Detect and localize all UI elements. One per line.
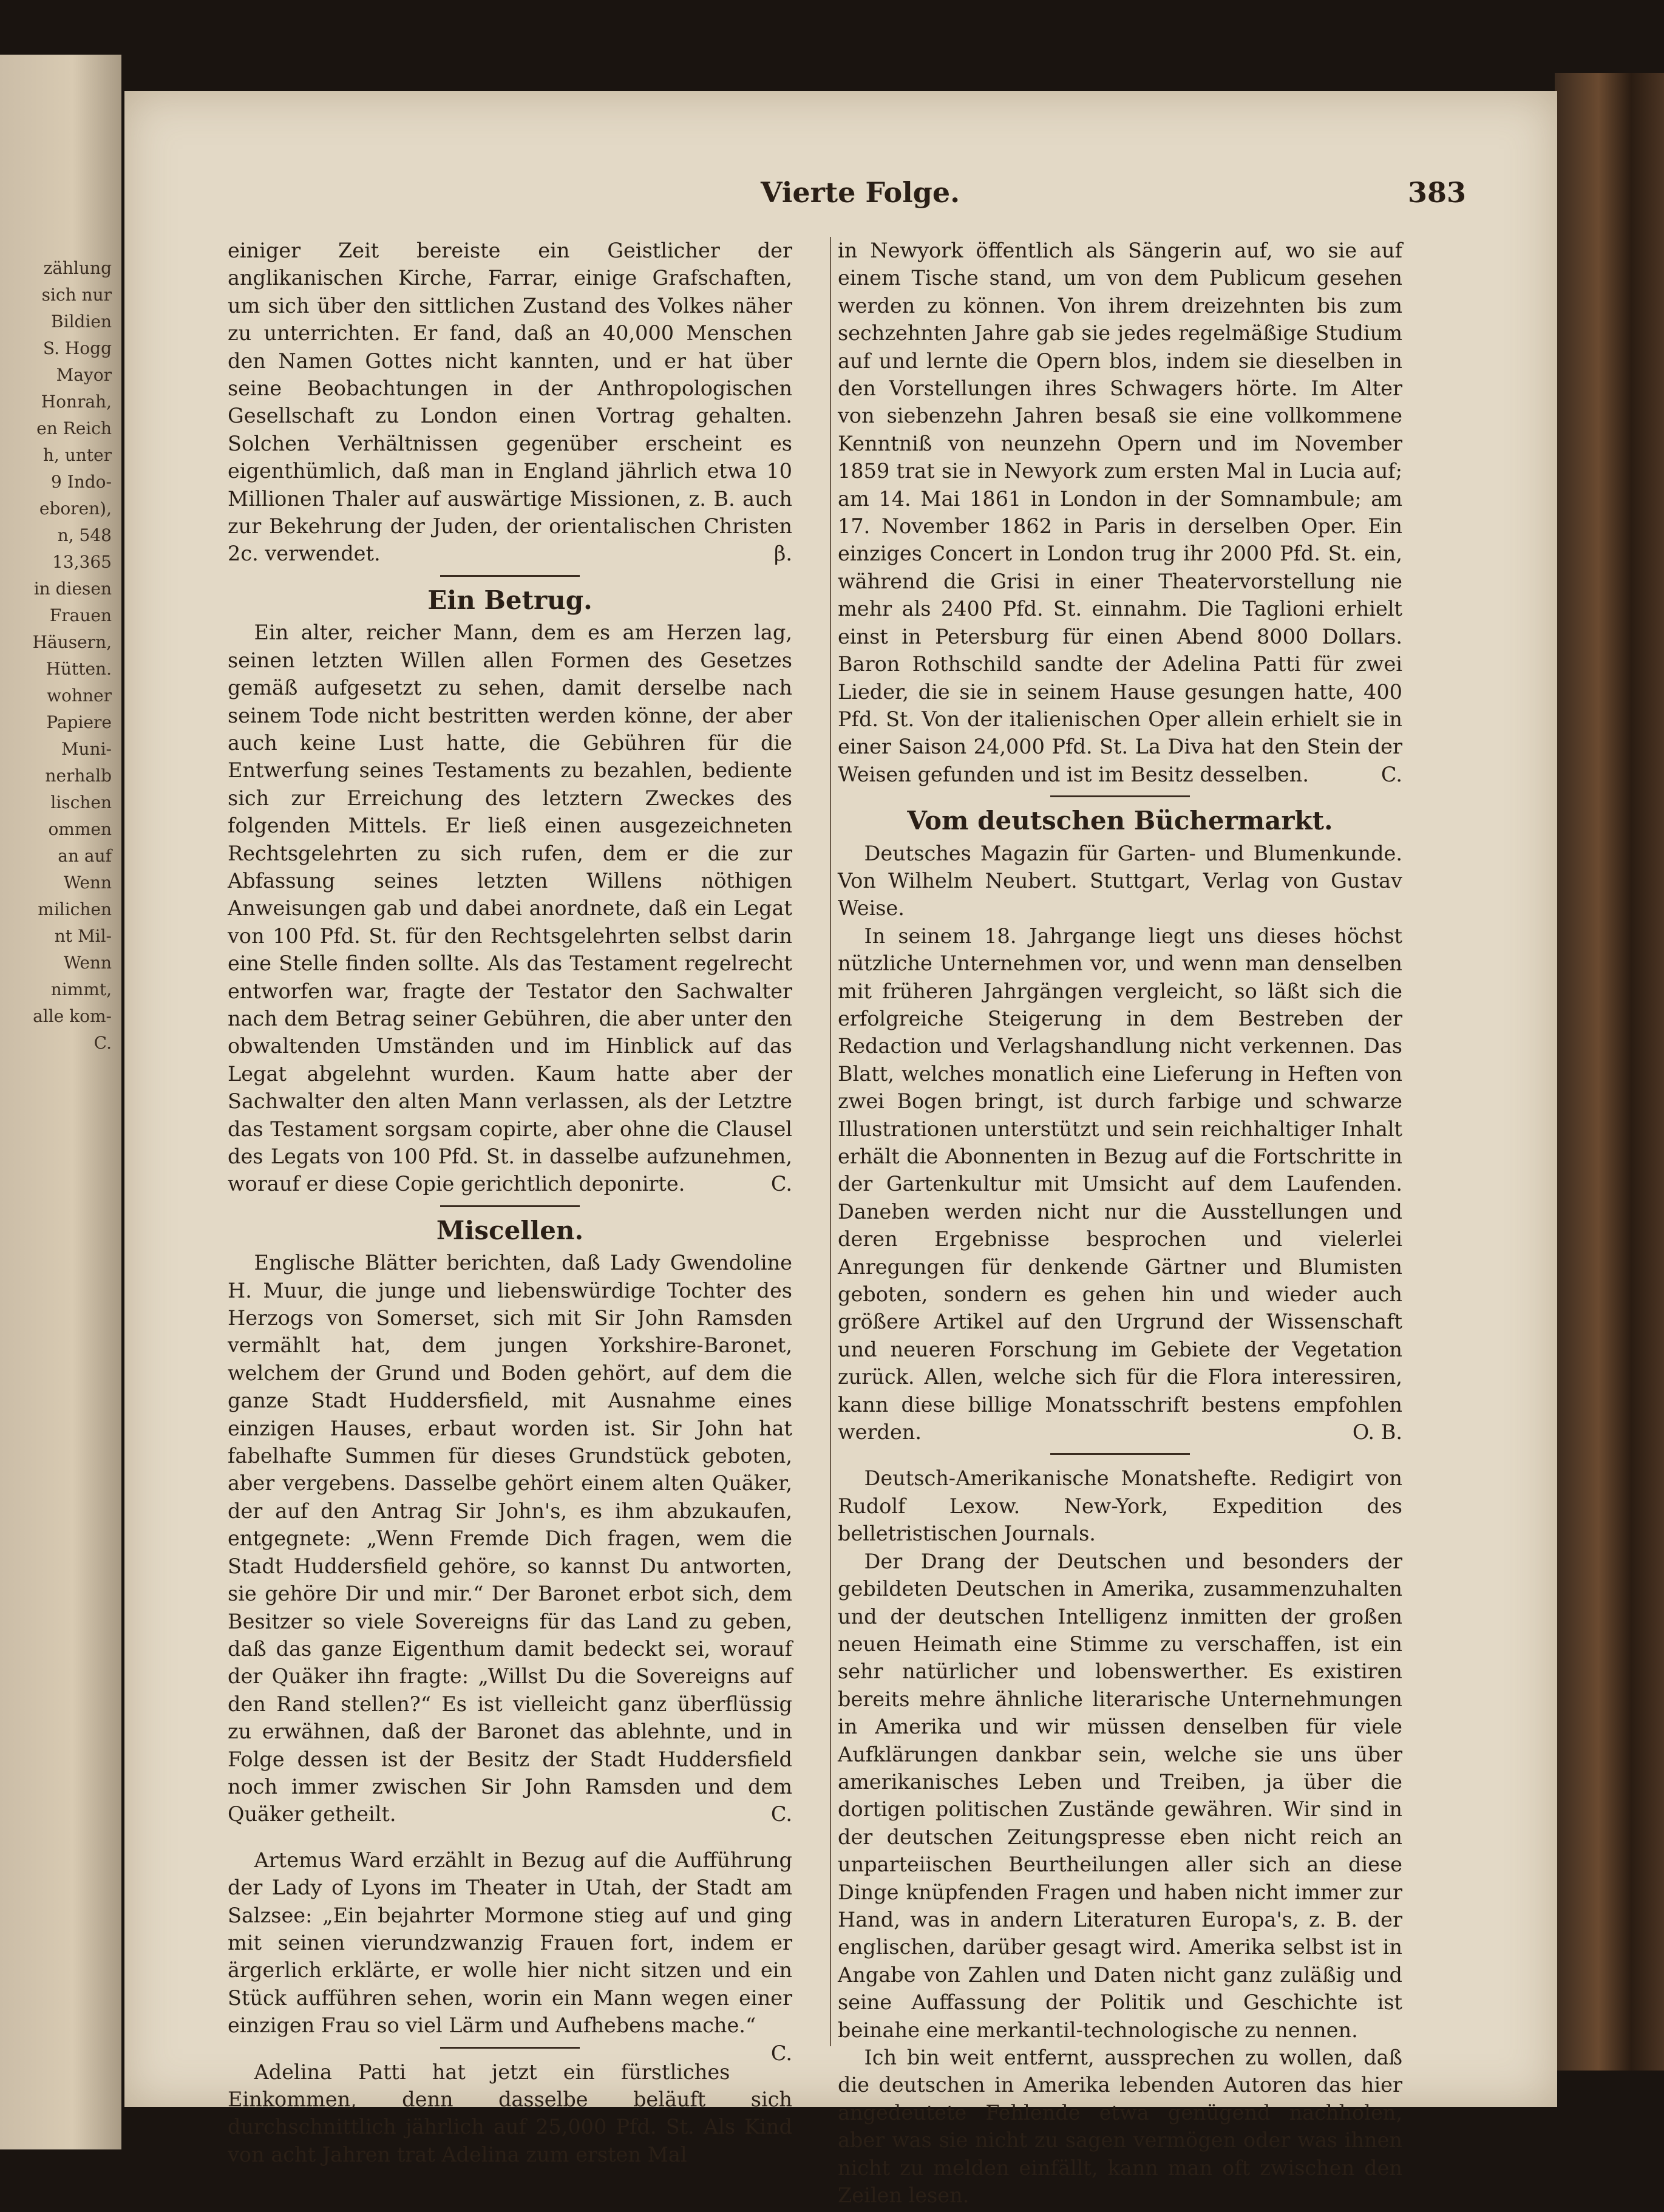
signature: β.	[773, 542, 792, 566]
page-383	[124, 91, 1557, 2208]
signature: C.	[770, 1172, 792, 1196]
heading-ein-betrug: Ein Betrug.	[427, 585, 593, 615]
signature: C.	[770, 2041, 792, 2065]
right-column	[838, 237, 1402, 2209]
paragraph-monatshefte-closing: Ich bin weit entfernt, aussprechen zu wollen, daß die deutschen in Amerika lebenden Autoren das hier angedeutete Fehlende etwa genügend nachholen, aber was sie nicht zu sagen vermögen oder was ihnen nicht zu melden einfällt, kann man oft zwischen den Zeilen lesen.	[838, 2046, 1402, 2208]
book-cover-edge	[1555, 73, 1664, 2071]
paragraph-betrug: Ein alter, reicher Mann, dem es am Herzen lag, seinen letzten Willen allen Formen des Gesetzes gemäß aufgesetzt zu sehen, damit derselbe nach seinem Tode nicht bestritten werden könne, der aber auch keine Lust hatte, die Gebühren für die Entwerfung seines Testaments zu bezahlen, bediente sich zur Erreichung des letztern Zweckes des folgenden Mittels. Er ließ einen ausgezeichneten Rechtsgelehrten zu sich rufen, dem er die zur Abfassung seines letzten Willens nöthigen Anweisungen gab und dabei anordnete, daß ein Legat von 100 Pfd. St. für den Rechtsgelehrten selbst darin eine Stelle finden sollte. Als das Testament regelrecht entworfen war, fragte der Testator den Sachwalter nach dem Betrag seiner Gebühren, die aber unter den obwaltenden Umständen und im Hinblick auf das Legat abgelehnt wurden. Kaum hatte aber der Sachwalter den alten Mann verlassen, als der Letztre das Testament sorgsam copirte, aber ohne die Clausel des Legats von 100 Pfd. St. in dasselbe aufzunehmen, worauf er diese Copie gerichtlich deponirte. C.	[228, 619, 792, 1198]
divider	[1050, 795, 1190, 797]
paragraph-artemus-ward: Artemus Ward erzählt in Bezug auf die Aufführung der Lady of Lyons im Theater in Utah, der Stadt am Salzsee: „Ein bejahrter Mormone stieg auf und ging mit seinen vierundzwanzig Frauen fort, indem er ärgerlich erklärte, er wolle hier nicht sitzen und ein Stück aufführen sehen, worin ein Mann wegen einer einzigen Frau so viel Lärm und Aufhebens mache.“ C.	[228, 1846, 792, 2040]
divider	[1050, 1453, 1190, 1455]
paragraph-ramsden: Englische Blätter berichten, daß Lady Gwendoline H. Muur, die junge und liebenswürdige Tochter des Herzogs von Somerset, sich mit Sir John Ramsden vermählt hat, dem jungen Yorkshire-Baronet, welchem der Grund und Boden gehört, auf dem die ganze Stadt Huddersfield, mit Ausnahme eines einzigen Hauses, erbaut worden ist. Sir John hat fabelhafte Summen für dieses Grundstück geboten, aber vergebens. Dasselbe gehört einem alten Quäker, der auf den Antrag Sir John's, es ihm abzukaufen, entgegnete: „Wenn Fremde Dich fragen, wem die Stadt Huddersfield gehöre, so kannst Du antworten, sie gehöre Dir und mir.“ Der Baronet erbot sich, dem Besitzer so viele Sovereigns für das Land zu geben, daß das ganze Eigenthum damit bedeckt sei, worauf der Quäker ihn fragte: „Willst Du die Sovereigns auf den Rand stellen?“ Es ist vielleicht ganz überflüssig zu erwähnen, daß der Baronet das ablehnte, und in Folge dessen ist der Besitz der Stadt Huddersfield noch immer zwischen Sir John Ramsden und dem Quäker getheilt. C.	[228, 1249, 792, 1828]
divider	[440, 575, 580, 577]
heading-miscellen: Miscellen.	[436, 1215, 584, 1245]
left-column	[228, 237, 792, 2168]
page-header	[124, 170, 1557, 219]
left-page-edge	[0, 55, 121, 2149]
left-page-text-fragments: zählung sich nur Bildien S. Hogg Mayor Honrah, en Reich h, unter 9 Indo- eboren), n, 548 13,365 in diesen Frauen Häusern, Hütten. wohner Papiere Muni- nerhalb lischen ommen an auf Wenn milichen nt Mil- Wenn nimmt, alle kom- C.	[32, 258, 112, 1053]
paragraph-monatshefte-review: Der Drang der Deutschen und besonders der gebildeten Deutschen in Amerika, zusammenzuhalten und der deutschen Intelligenz inmitten der großen neuen Heimath eine Stimme zu verschaffen, ist ein sehr natürlicher und lobenswerther. Es existiren bereits mehre ähnliche literarische Unternehmungen in Amerika und wir müssen denselben für viele Aufklärungen dankbar sein, welche sie uns über amerikanisches Leben und Treiben, ja über die dortigen politischen Zustände gewähren. Wir sind in der deutschen Zeitungspresse eben nicht reich an unparteiischen Beurtheilungen aller sich an diese Dinge knüpfenden Fragen und haben nicht immer zur Hand, was in andern Literaturen Europa's, z. B. der englischen, darüber gesagt wird. Amerika selbst ist in Angabe von Zahlen und Daten nicht ganz zuläßig und seine Auffassung der Politik und Geschichte ist beinahe eine merkantil-technologische zu nennen.	[838, 1549, 1402, 2042]
signature: C.	[770, 1802, 792, 1826]
heading-buechermarkt: Vom deutschen Büchermarkt.	[907, 806, 1333, 836]
paragraph-gartenmagazin-review: In seinem 18. Jahrgange liegt uns dieses höchst nützliche Unternehmen vor, und wenn man denselben mit früheren Jahrgängen vergleicht, so läßt sich die erfolgreiche Steigerung in dem Bestreben der Redaction und Verlagshandlung nicht verkennen. Das Blatt, welches monatlich eine Lieferung in Heften von zwei Bogen bringt, ist durch farbige und schwarze Illustrationen unterstützt und sein reichhaltiger Inhalt erhält die Abonnenten in Bezug auf die Fortschritte in der Gartenkultur mit Umsicht auf dem Laufenden. Daneben werden nicht nur die Ausstellungen und deren Ergebnisse besprochen und vielerlei Anregungen für denkende Gärtner und Blumisten geboten, sondern es gehen hin und wieder auch größere Artikel auf den Urgrund der Wissenschaft und neueren Forschung im Gebiete der Vegetation zurück. Allen, welche sich für die Flora interessiren, kann diese billige Monatsschrift bestens empfohlen werden. O. B.	[838, 922, 1402, 1446]
paragraph-missions: einiger Zeit bereiste ein Geistlicher der anglikanischen Kirche, Farrar, einige Grafschaften, um sich über den sittlichen Zustand des Volkes näher zu unterrichten. Er fand, daß an 40,000 Menschen den Namen Gottes nicht kannten, und er hat über seine Beobachtungen in der Anthropologischen Gesellschaft zu London einen Vortrag gehalten. Solchen Verhältnissen gegenüber erscheint es eigenthümlich, daß man in England jährlich etwa 10 Millionen Thaler auf auswärtige Missionen, z. B. auch zur Bekehrung der Juden, der orientalischen Christen 2c. verwendet. β.	[228, 237, 792, 568]
divider	[440, 1205, 580, 1207]
running-title: Vierte Folge.	[761, 176, 960, 209]
paragraph-patti: Adelina Patti hat jetzt ein fürstliches Einkommen, denn dasselbe beläuft sich durchschnittlich jährlich auf 25,000 Pfd. St. Als Kind von acht Jahren trat Adelina zum ersten Mal	[228, 2060, 792, 2166]
signature: C.	[1380, 762, 1402, 786]
book-entry-monatshefte: Deutsch-Amerikanische Monatshefte. Redigirt von Rudolf Lexow. New-York, Expedition des belletristischen Journals.	[838, 1466, 1402, 1546]
divider	[440, 2047, 580, 2049]
book-entry-gartenmagazin: Deutsches Magazin für Garten- und Blumenkunde. Von Wilhelm Neubert. Stuttgart, Verlag von Gustav Weise.	[838, 841, 1402, 921]
paragraph-patti-continued: in Newyork öffentlich als Sängerin auf, wo sie auf einem Tische stand, um von dem Publicum gesehen werden zu können. Von ihrem dreizehnten bis zum sechzehnten Jahre gab sie jedes regelmäßige Studium auf und lernte die Opern blos, indem sie dieselben in den Vorstellungen ihres Schwagers hörte. Im Alter von siebenzehn Jahren besaß sie eine vollkommene Kenntniß von neunzehn Opern und im November 1859 trat sie in Newyork zum ersten Mal in Lucia auf; am 14. Mai 1861 in London in der Somnambule; am 17. November 1862 in Paris in derselben Oper. Ein einziges Concert in London trug ihr 2000 Pfd. St. ein, während die Grisi in einer Theatervorstellung nie mehr als 2400 Pfd. St. einnahm. Die Taglioni erhielt einst in Petersburg für einen Abend 8000 Dollars. Baron Rothschild sandte der Adelina Patti für zwei Lieder, die sie in seinem Hause gesungen hatte, 400 Pfd. St. Von der italienischen Oper allein erhielt sie in einer Saison 24,000 Pfd. St. La Diva hat den Stein der Weisen gefunden und ist im Besitz desselben. C.	[838, 237, 1402, 788]
page-number: 383	[1407, 176, 1466, 209]
signature: O. B.	[1352, 1420, 1402, 1445]
column-divider	[830, 237, 831, 2046]
